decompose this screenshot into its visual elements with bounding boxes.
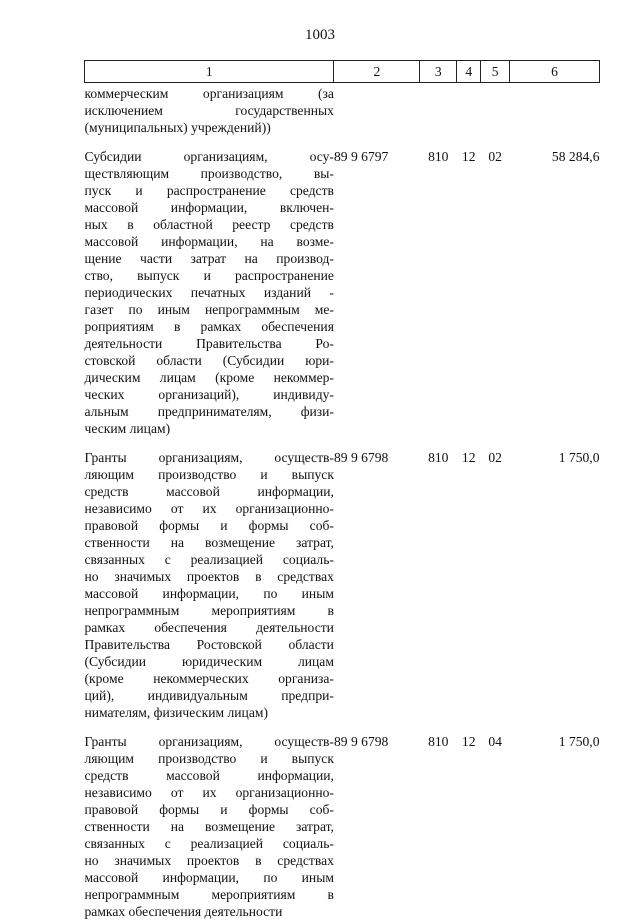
column-header-6: 6 — [510, 61, 600, 83]
expense-name-line: рамках обеспечения деятельности — [85, 619, 334, 636]
expense-name-line: стовской области (Субсидии юри- — [85, 352, 334, 369]
expense-name-line: ций), индивидуальным предпри- — [85, 687, 334, 704]
column-header-5: 5 — [481, 61, 510, 83]
section-cell — [457, 83, 481, 137]
expense-name-line: роприятиям в рамках обеспечения — [85, 318, 334, 335]
expense-name-line: но значимых проектов в средствах — [85, 568, 334, 585]
target-item-code-cell: 89 9 6797 — [334, 136, 420, 437]
expense-name-line: деятельности Правительства Ро- — [85, 335, 334, 352]
expense-name-line: Правительства Ростовской области — [85, 636, 334, 653]
expense-name-cell — [85, 437, 334, 721]
column-header-4: 4 — [457, 61, 481, 83]
target-item-code-cell — [334, 83, 420, 137]
table-row — [85, 437, 600, 721]
expense-name-line: массовой информации, по иным — [85, 869, 334, 886]
expense-name-line: ляющим производство и выпуск — [85, 750, 334, 767]
table-row — [85, 136, 600, 437]
expense-type-cell — [420, 83, 457, 137]
expense-name-line: ство, выпуск и распространение — [85, 267, 334, 284]
subsection-cell: 02 — [481, 437, 510, 721]
table-row — [85, 721, 600, 920]
expense-name-line: массовой информации, на возме- — [85, 233, 334, 250]
expense-name-line: массовой информации, включен- — [85, 199, 334, 216]
expense-name-line: пуск и распространение средств — [85, 182, 334, 199]
expense-name-line: ческих организаций), индивиду- — [85, 386, 334, 403]
expense-name-line: (Субсидии юридическим лицам — [85, 653, 334, 670]
expense-name-line: периодических печатных изданий - — [85, 284, 334, 301]
expense-name-line: дическим лицам (кроме некоммер- — [85, 369, 334, 386]
section-cell: 12 — [457, 136, 481, 437]
section-cell: 12 — [457, 437, 481, 721]
subsection-cell: 04 — [481, 721, 510, 920]
expense-name-cell — [85, 721, 334, 920]
expense-name-line: массовой информации, по иным — [85, 585, 334, 602]
expense-name-line: альным предпринимателям, физи- — [85, 403, 334, 420]
expense-name-line: независимо от их организационно- — [85, 784, 334, 801]
expense-name-line: средств массовой информации, — [85, 483, 334, 500]
expense-name-line: правовой формы и формы соб- — [85, 517, 334, 534]
expense-name-line: нимателям, физическим лицам) — [85, 704, 334, 721]
expense-name-line: рамках обеспечения деятельности — [85, 903, 334, 920]
column-header-1: 1 — [85, 61, 334, 83]
expense-name-line: Гранты организациям, осуществ- — [85, 449, 334, 466]
amount-cell: 58 284,6 — [510, 136, 600, 437]
column-header-3: 3 — [420, 61, 457, 83]
expense-name-cell — [85, 83, 334, 137]
expense-name-line: коммерческим организациям (за — [85, 85, 334, 102]
expense-type-cell: 810 — [420, 721, 457, 920]
expense-name-line: но значимых проектов в средствах — [85, 852, 334, 869]
table-row — [85, 83, 600, 137]
expense-name-line: ляющим производство и выпуск — [85, 466, 334, 483]
expense-name-line: ществляющим производство, вы- — [85, 165, 334, 182]
amount-cell: 1 750,0 — [510, 721, 600, 920]
subsection-cell: 02 — [481, 136, 510, 437]
page-number: 1003 — [0, 27, 640, 44]
amount-cell: 1 750,0 — [510, 437, 600, 721]
expense-name-line: непрограммным мероприятиям в — [85, 886, 334, 903]
section-cell: 12 — [457, 721, 481, 920]
expense-name-line: ческим лицам) — [85, 420, 334, 437]
expense-name-line: (муниципальных) учреждений)) — [85, 119, 334, 136]
expense-name-line: исключением государственных — [85, 102, 334, 119]
expense-name-line: ных в областной реестр средств — [85, 216, 334, 233]
expense-name-line: связанных с реализацией социаль- — [85, 551, 334, 568]
expense-name-line: газет по иным непрограммным ме- — [85, 301, 334, 318]
expense-name-line: непрограммным мероприятиям в — [85, 602, 334, 619]
expense-name-cell — [85, 136, 334, 437]
table-body — [85, 83, 600, 920]
target-item-code-cell: 89 9 6798 — [334, 721, 420, 920]
expense-name-line: средств массовой информации, — [85, 767, 334, 784]
expense-name-line: связанных с реализацией социаль- — [85, 835, 334, 852]
column-header-2: 2 — [334, 61, 420, 83]
budget-table — [84, 60, 600, 920]
expense-name-line: Гранты организациям, осуществ- — [85, 733, 334, 750]
expense-name-line: (кроме некоммерческих организа- — [85, 670, 334, 687]
expense-name-line: правовой формы и формы соб- — [85, 801, 334, 818]
expense-name-line: ственности на возмещение затрат, — [85, 534, 334, 551]
expense-name-line: Субсидии организациям, осу- — [85, 148, 334, 165]
subsection-cell — [481, 83, 510, 137]
expense-type-cell: 810 — [420, 136, 457, 437]
expense-name-line: щение части затрат на производ- — [85, 250, 334, 267]
expense-name-line: ственности на возмещение затрат, — [85, 818, 334, 835]
expense-type-cell: 810 — [420, 437, 457, 721]
table-header-row — [85, 61, 600, 83]
expense-name-line: независимо от их организационно- — [85, 500, 334, 517]
amount-cell — [510, 83, 600, 137]
target-item-code-cell: 89 9 6798 — [334, 437, 420, 721]
